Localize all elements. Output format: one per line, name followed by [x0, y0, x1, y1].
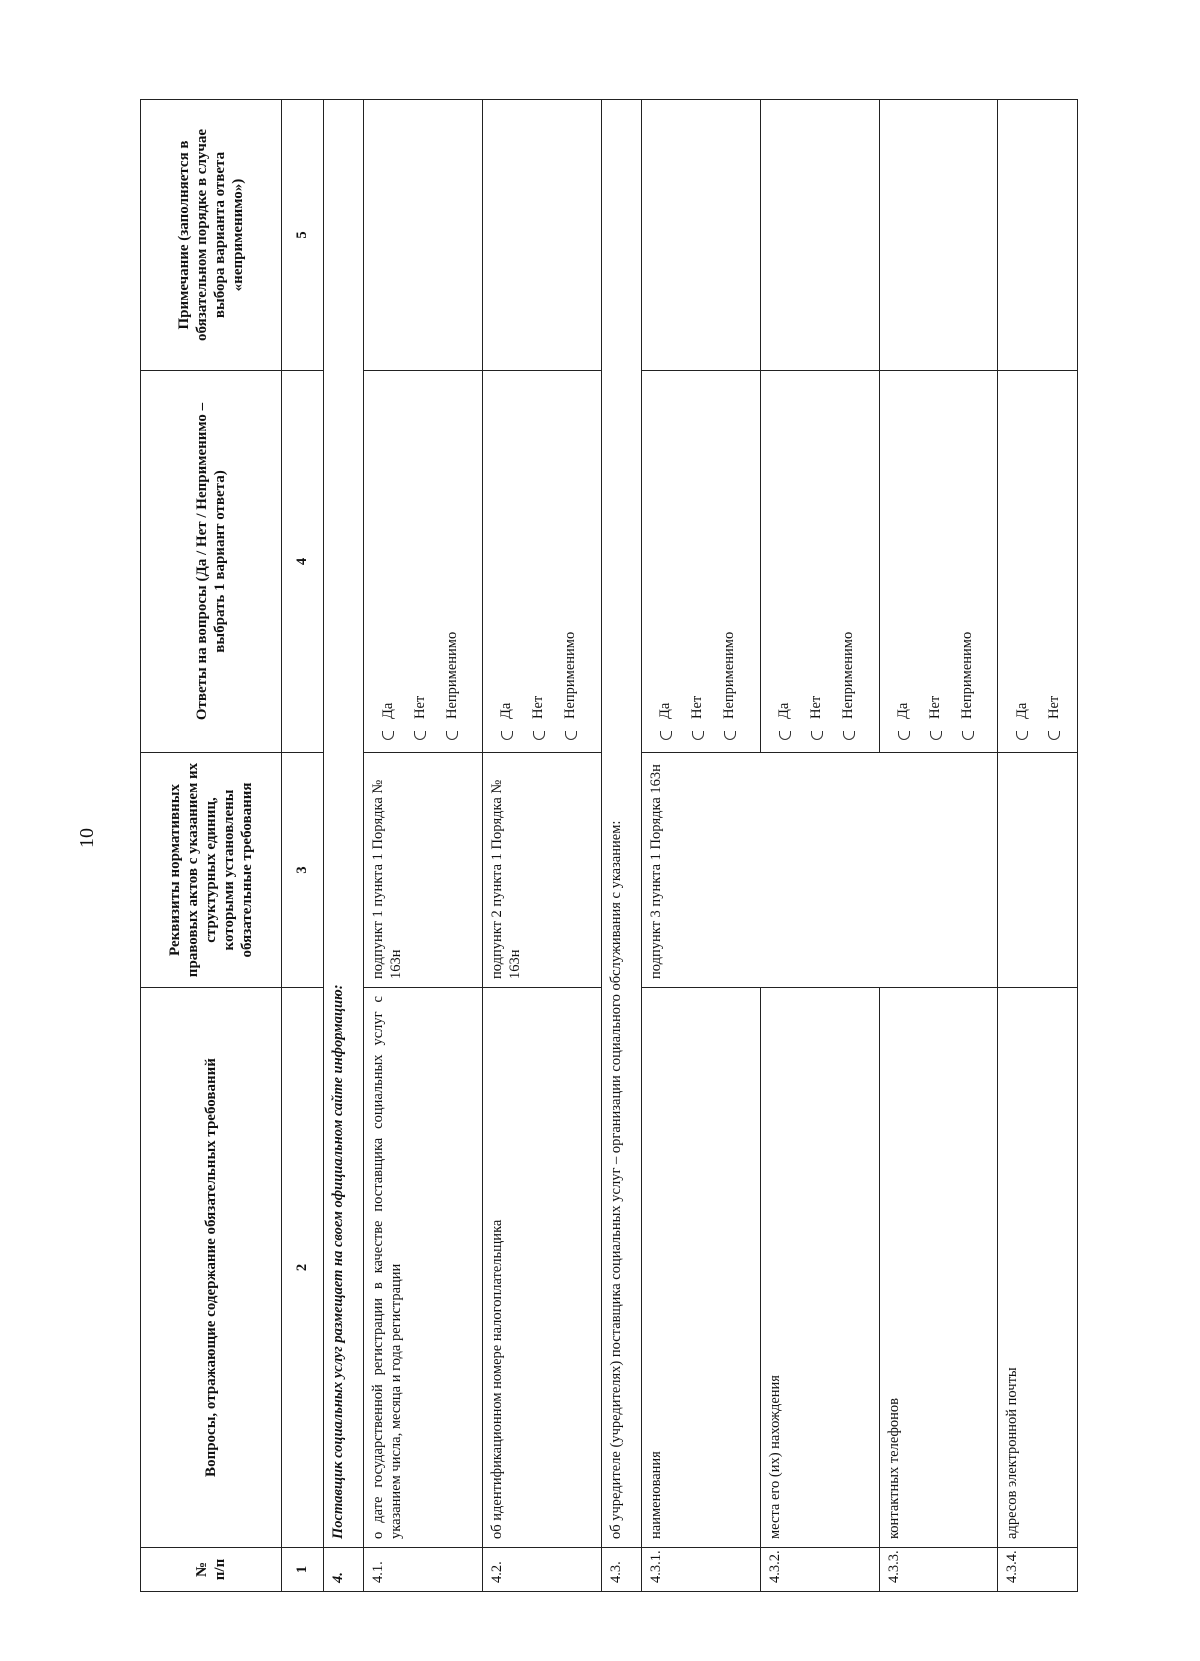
option-not-applicable[interactable]: Неприменимо: [436, 379, 468, 744]
radio-icon[interactable]: [501, 731, 513, 740]
row-note[interactable]: [998, 100, 1078, 371]
radio-icon[interactable]: [962, 731, 974, 740]
option-yes[interactable]: Да: [769, 379, 801, 744]
radio-icon[interactable]: [811, 731, 823, 740]
row-question: наименования: [642, 988, 761, 1548]
section-title: Поставщик социальных услуг размещает на своем официальном сайте информацию:: [324, 100, 364, 1548]
radio-icon[interactable]: [1048, 731, 1060, 740]
section-row: [324, 100, 364, 1592]
col-num-2: 2: [281, 988, 323, 1548]
subsection-title: об учредителе (учредителях) поставщика социальных услуг – организации социального обслуживания с указанием:: [601, 100, 641, 1548]
header-requisites: Реквизиты нормативных правовых актов с указанием их структурных единиц, которыми установлены обязательные требования: [141, 753, 282, 988]
option-no[interactable]: Нет: [404, 379, 436, 744]
table-row: [364, 100, 483, 1592]
row-number: 4.3.1.: [642, 1548, 761, 1592]
row-number: 4.3.3.: [879, 1548, 998, 1592]
row-reference: [998, 753, 1078, 988]
table-row: [483, 100, 602, 1592]
checklist-table-rotated: [140, 100, 1078, 1592]
option-yes[interactable]: Да: [650, 379, 682, 744]
option-not-applicable[interactable]: Неприменимо: [714, 379, 746, 744]
option-no[interactable]: Нет: [682, 379, 714, 744]
radio-icon[interactable]: [533, 731, 545, 740]
answer-options: [483, 371, 602, 753]
row-note[interactable]: [642, 100, 761, 371]
row-number: 4.3.: [601, 1548, 641, 1592]
row-reference: подпункт 1 пункта 1 Порядка № 163н: [364, 753, 483, 988]
option-no[interactable]: Нет: [523, 379, 555, 744]
radio-icon[interactable]: [692, 731, 704, 740]
radio-icon[interactable]: [660, 731, 672, 740]
radio-icon[interactable]: [930, 731, 942, 740]
option-no[interactable]: Нет: [1038, 379, 1070, 744]
radio-icon[interactable]: [843, 731, 855, 740]
option-not-applicable[interactable]: Неприменимо: [555, 379, 587, 744]
answer-options: [998, 371, 1078, 753]
subsection-row: [601, 100, 641, 1592]
table-row: [642, 100, 761, 1592]
col-num-3: 3: [281, 753, 323, 988]
option-not-applicable[interactable]: Неприменимо: [952, 379, 984, 744]
option-no[interactable]: Нет: [920, 379, 952, 744]
header-questions: Вопросы, отражающие содержание обязательных требований: [141, 988, 282, 1548]
row-question: о дате государственной регистрации в качестве поставщика социальных услуг с указанием числа, месяца и года регистрации: [364, 988, 483, 1548]
row-question: об идентификационном номере налогоплательщика: [483, 988, 602, 1548]
row-question: контактных телефонов: [879, 988, 998, 1548]
option-no[interactable]: Нет: [801, 379, 833, 744]
option-yes[interactable]: Да: [491, 379, 523, 744]
row-number: 4.2.: [483, 1548, 602, 1592]
header-row: [141, 100, 282, 1592]
radio-icon[interactable]: [1016, 731, 1028, 740]
header-number: № п/п: [141, 1548, 282, 1592]
radio-icon[interactable]: [382, 731, 394, 740]
radio-icon[interactable]: [446, 731, 458, 740]
row-number: 4.1.: [364, 1548, 483, 1592]
column-number-row: [281, 100, 323, 1592]
row-question: места его (их) нахождения: [760, 988, 879, 1548]
page-number: 10: [75, 828, 98, 848]
radio-icon[interactable]: [898, 731, 910, 740]
option-yes[interactable]: Да: [372, 379, 404, 744]
checklist-table: [140, 99, 1078, 1592]
row-reference: подпункт 2 пункта 1 Порядка № 163н: [483, 753, 602, 988]
option-not-applicable[interactable]: Неприменимо: [833, 379, 865, 744]
row-number: 4.3.2.: [760, 1548, 879, 1592]
option-yes[interactable]: Да: [1006, 379, 1038, 744]
option-yes[interactable]: Да: [888, 379, 920, 744]
header-note: Примечание (заполняется в обязательном порядке в случае выбора варианта ответа «неприменимо»): [141, 100, 282, 371]
row-question: адресов электронной почты: [998, 988, 1078, 1548]
radio-icon[interactable]: [779, 731, 791, 740]
col-num-4: 4: [281, 371, 323, 753]
answer-options: [364, 371, 483, 753]
radio-icon[interactable]: [565, 731, 577, 740]
row-note[interactable]: [364, 100, 483, 371]
col-num-5: 5: [281, 100, 323, 371]
row-note[interactable]: [760, 100, 879, 371]
section-number: 4.: [324, 1548, 364, 1592]
row-note[interactable]: [879, 100, 998, 371]
row-number: 4.3.4.: [998, 1548, 1078, 1592]
row-note[interactable]: [483, 100, 602, 371]
answer-options: [760, 371, 879, 753]
radio-icon[interactable]: [414, 731, 426, 740]
answer-options: [879, 371, 998, 753]
radio-icon[interactable]: [724, 731, 736, 740]
col-num-1: 1: [281, 1548, 323, 1592]
row-reference: подпункт 3 пункта 1 Порядка 163н: [642, 753, 998, 988]
answer-options: [642, 371, 761, 753]
table-row: [998, 100, 1078, 1592]
header-answers: Ответы на вопросы (Да / Нет / Неприменимо – выбрать 1 вариант ответа): [141, 371, 282, 753]
